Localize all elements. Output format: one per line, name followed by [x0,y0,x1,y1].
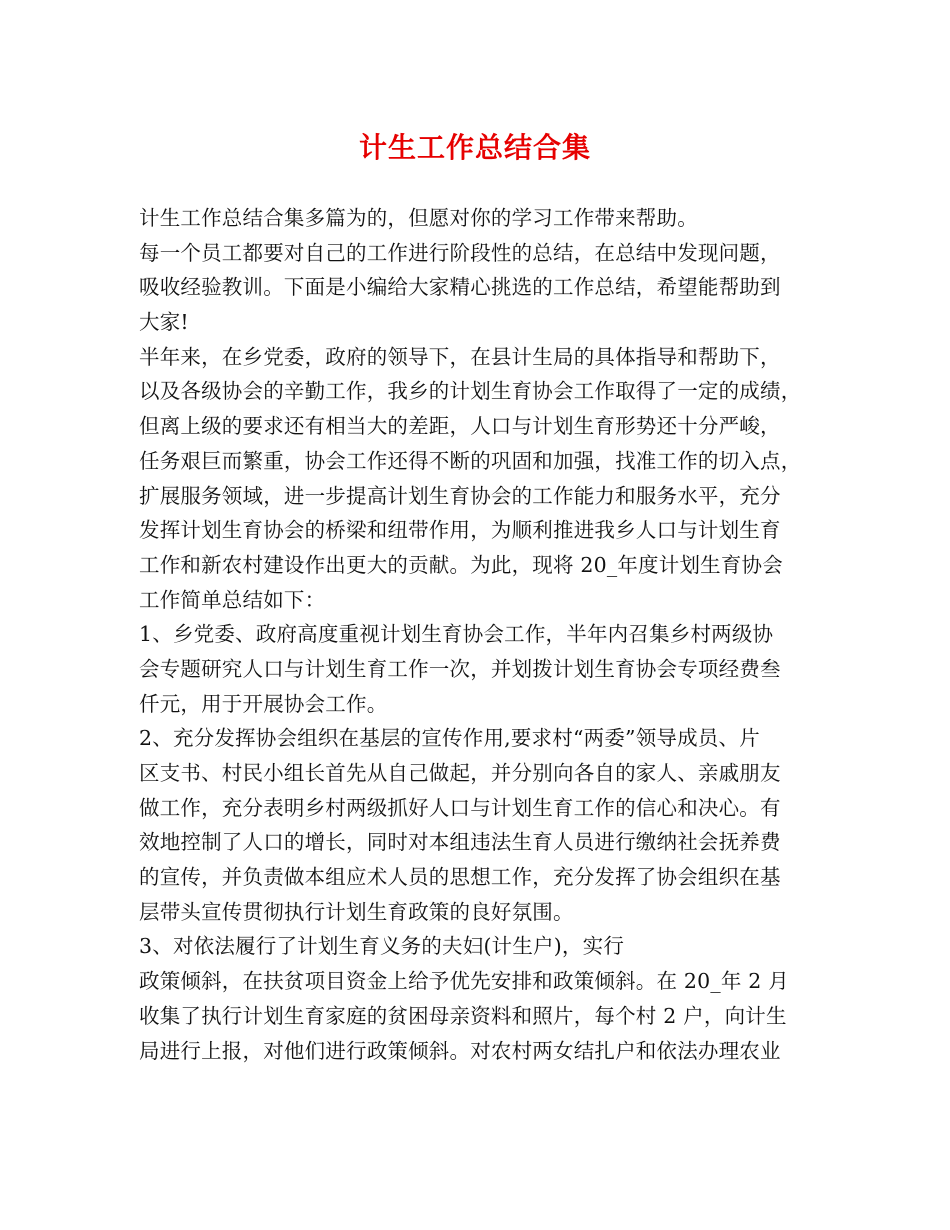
body-line: 吸收经验教训。下面是小编给大家精心挑选的工作总结，希望能帮助到 [139,275,781,300]
body-line: 做工作，充分表明乡村两级抓好人口与计划生育工作的信心和决心。有 [139,795,781,820]
body-line: 工作简单总结如下： [139,587,326,612]
body-line: 任务艰巨而繁重，协会工作还得不断的巩固和加强，找准工作的切入点， [139,448,802,473]
document-title: 计生工作总结合集 [358,131,591,164]
body-line: 2、充分发挥协会组织在基层的宣传作用,要求村“两委”领导成员、片 [139,726,760,751]
body-line: 政策倾斜，在扶贫项目资金上给予优先安排和政策倾斜。在 20_年 2 月 [139,969,789,994]
body-line: 局进行上报，对他们进行政策倾斜。对农村两女结扎户和依法办理农业 [139,1038,781,1063]
body-line: 层带头宣传贯彻执行计划生育政策的良好氛围。 [139,899,574,924]
body-line: 但离上级的要求还有相当大的差距，人口与计划生育形势还十分严峻， [139,414,781,439]
body-line: 计生工作总结合集多篇为的，但愿对你的学习工作带来帮助。 [139,206,698,230]
document-body [139,201,839,1068]
body-line: 工作和新农村建设作出更大的贡献。为此，现将 20_年度计划生育协会 [139,552,783,577]
body-line: 以及各级协会的辛勤工作，我乡的计划生育协会工作取得了一定的成绩， [139,379,802,404]
body-line: 扩展服务领域，进一步提高计划生育协会的工作能力和服务水平，充分 [139,483,781,508]
body-line: 的宣传，并负责做本组应术人员的思想工作，充分发挥了协会组织在基 [139,865,781,890]
body-line: 1、乡党委、政府高度重视计划生育协会工作，半年内召集乡村两级协 [139,622,774,647]
body-line: 收集了执行计划生育家庭的贫困母亲资料和照片，每个村 2 户，向计生 [139,1003,787,1028]
body-line: 仟元，用于开展协会工作。 [139,691,388,716]
body-line: 区支书、村民小组长首先从自己做起，并分别向各自的家人、亲戚朋友 [139,761,781,785]
body-line: 大家! [139,310,189,335]
body-line: 发挥计划生育协会的桥梁和纽带作用，为顺利推进我乡人口与计划生育 [139,518,781,543]
body-line: 半年来，在乡党委，政府的领导下，在县计生局的具体指导和帮助下， [139,344,781,369]
body-line: 3、对依法履行了计划生育义务的夫妇(计生户)，实行 [139,934,625,959]
body-line: 每一个员工都要对自己的工作进行阶段性的总结，在总结中发现问题， [139,240,781,265]
body-line: 会专题研究人口与计划生育工作一次，并划拨计划生育协会专项经费叁 [139,656,781,681]
body-line: 效地控制了人口的增长，同时对本组违法生育人员进行缴纳社会抚养费 [139,830,781,855]
